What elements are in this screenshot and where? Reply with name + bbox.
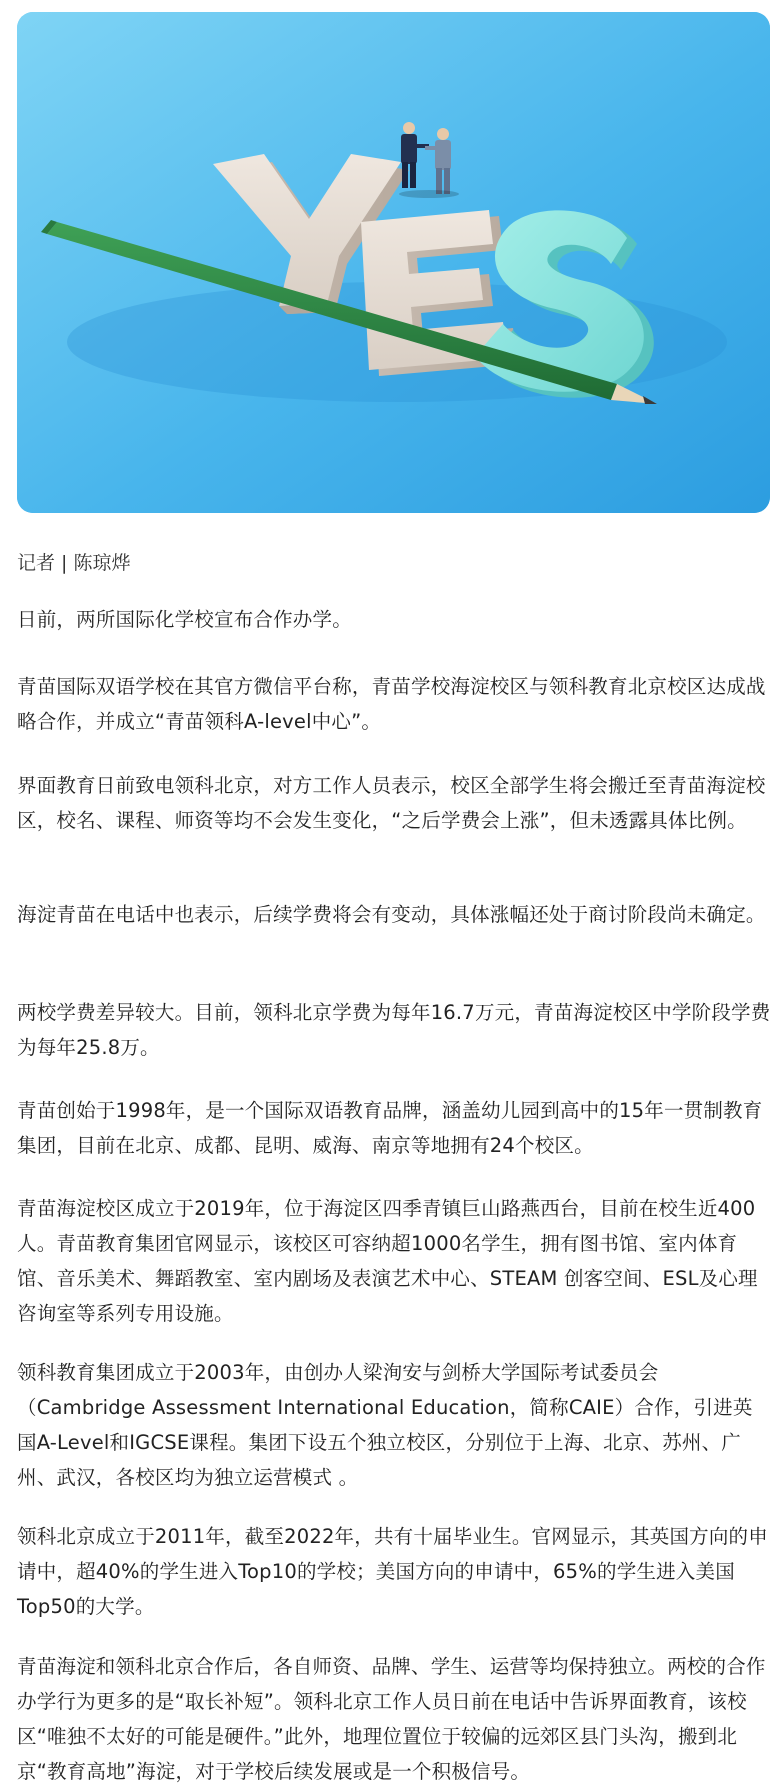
hero-image: [17, 12, 770, 513]
article-paragraph: 青苗海淀校区成立于2019年，位于海淀区四季青镇巨山路燕西台，目前在校生近400人。青苗教育集团官网显示，该校区可容纳超1000名学生，拥有图书馆、室内体育馆、音乐美术、舞蹈教室、室内剧场及表演艺术中心、STEAM 创客空间、ESL及心理咨询室等系列专用设施。: [17, 1197, 758, 1325]
article-paragraph: 海淀青苗在电话中也表示，后续学费将会有变动，具体涨幅还处于商讨阶段尚未确定。: [17, 903, 766, 926]
article-paragraph: 青苗创始于1998年，是一个国际双语教育品牌，涵盖幼儿园到高中的15年一贯制教育集团，目前在北京、成都、昆明、威海、南京等地拥有24个校区。: [17, 1099, 763, 1157]
article-paragraph: 青苗海淀和领科北京合作后，各自师资、品牌、学生、运营等均保持独立。两校的合作办学行为更多的是“取长补短”。领科北京工作人员日前在电话中告诉界面教育，该校区“唯独不太好的可能是硬件。”此外，地理位置位于较偏的远郊区县门头沟，搬到北京“教育高地”海淀，对于学校后续发展或是一个积极信号。: [17, 1655, 766, 1783]
yes-letters-illustration: [17, 12, 770, 513]
article-paragraph: 领科北京成立于2011年，截至2022年，共有十届毕业生。官网显示，其英国方向的申请中，超40%的学生进入Top10的学校；美国方向的申请中，65%的学生进入美国Top50的大学。: [17, 1525, 768, 1618]
article-paragraph: 界面教育日前致电领科北京，对方工作人员表示，校区全部学生将会搬迁至青苗海淀校区，校名、课程、师资等均不会发生变化，“之后学费会上涨”，但未透露具体比例。: [17, 774, 766, 832]
article-paragraph: 领科教育集团成立于2003年，由创办人梁洵安与剑桥大学国际考试委员会（Cambridge Assessment International Education，简称CAIE）合作，引进英国A-Level和IGCSE课程。集团下设五个独立校区，分别位于上海、北京、苏州、广州、武汉，各校区均为独立运营模式 。: [17, 1361, 753, 1489]
article-paragraph: 青苗国际双语学校在其官方微信平台称，青苗学校海淀校区与领科教育北京校区达成战略合作，并成立“青苗领科A-level中心”。: [17, 675, 766, 733]
byline: 记者 | 陈琼烨: [17, 552, 131, 574]
article-paragraph: 日前，两所国际化学校宣布合作办学。: [17, 608, 352, 631]
article-paragraph: 两校学费差异较大。目前，领科北京学费为每年16.7万元，青苗海淀校区中学阶段学费为每年25.8万。: [17, 1001, 771, 1059]
